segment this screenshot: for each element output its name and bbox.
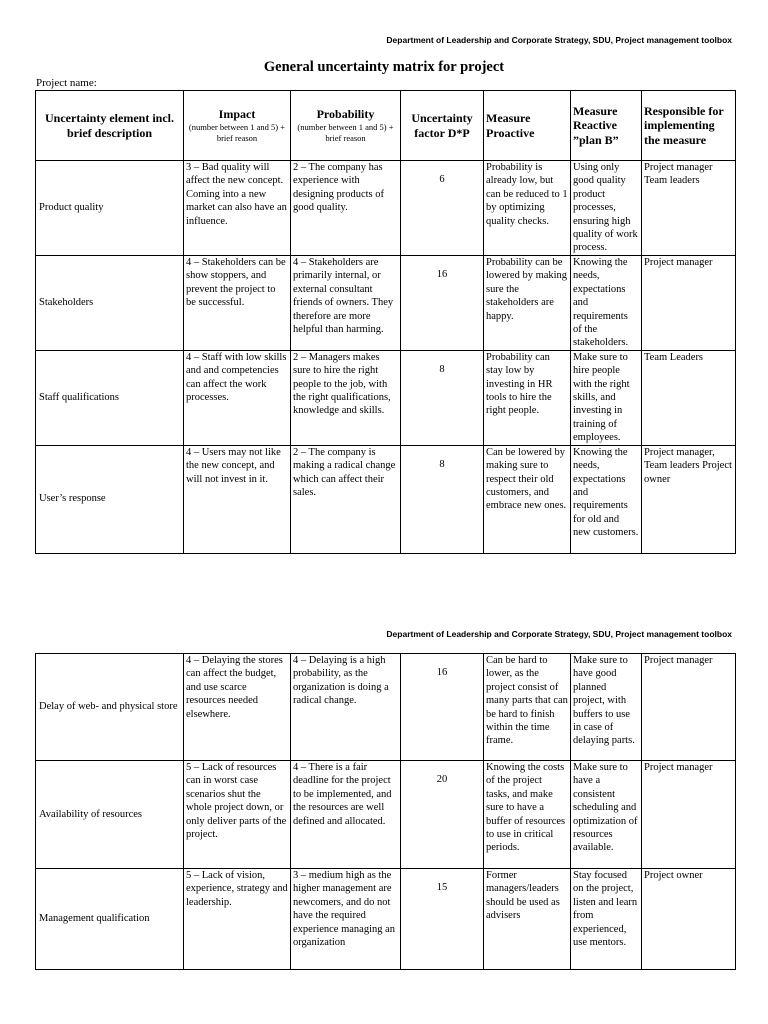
cell-factor: 16: [401, 654, 484, 761]
page-header-2: Department of Leadership and Corporate Strategy, SDU, Project management toolbox: [386, 629, 732, 639]
page-header: Department of Leadership and Corporate Strategy, SDU, Project management toolbox: [386, 35, 732, 45]
cell-proactive: Probability can be lowered by making sure the stakeholders are happy.: [484, 256, 571, 351]
header-probability: Probability (number between 1 and 5) + brief reason: [291, 91, 401, 161]
project-name-label: Project name:: [36, 77, 97, 89]
cell-proactive: Can be lowered by making sure to respect their old customers, and embrace new ones.: [484, 445, 571, 553]
cell-responsible: Project manager: [642, 761, 736, 869]
cell-reactive: Knowing the needs, expectations and requirements of the stakeholders.: [571, 256, 642, 351]
header-impact: Impact (number between 1 and 5) + brief reason: [184, 91, 291, 161]
cell-responsible: Project manager, Team leaders Project owner: [642, 445, 736, 553]
cell-responsible: Project manager Team leaders: [642, 161, 736, 256]
cell-responsible: Project manager: [642, 654, 736, 761]
cell-reactive: Knowing the needs, expectations and requirements for old and new customers.: [571, 445, 642, 553]
table-row: [36, 350, 736, 445]
cell-reactive: Make sure to have good planned project, with buffers to use in case of delaying parts.: [571, 654, 642, 761]
cell-proactive: Former managers/leaders should be used as advisers: [484, 869, 571, 970]
cell-probability: 2 – The company has experience with designing products of good quality.: [291, 161, 401, 256]
header-factor: Uncertainty factor D*P: [401, 91, 484, 161]
cell-reactive: Stay focused on the project, listen and learn from experienced, use mentors.: [571, 869, 642, 970]
cell-proactive: Knowing the costs of the project tasks, and make sure to have a buffer of resources to use in critical periods.: [484, 761, 571, 869]
cell-probability: 2 – The company is making a radical change which can affect their sales.: [291, 445, 401, 553]
cell-factor: 20: [401, 761, 484, 869]
cell-impact: 5 – Lack of resources can in worst case scenarios shut the whole project down, or only deliver parts of the project.: [184, 761, 291, 869]
cell-probability: 2 – Managers makes sure to hire the right people to the job, with the right qualifications, knowledge and skills.: [291, 350, 401, 445]
cell-responsible: Project manager: [642, 256, 736, 351]
cell-element: User’s response: [36, 445, 184, 553]
cell-proactive: Probability can stay low by investing in HR tools to hire the right people.: [484, 350, 571, 445]
cell-element: Management qualification: [36, 869, 184, 970]
cell-element: Availability of resources: [36, 761, 184, 869]
cell-probability: 3 – medium high as the higher management are newcomers, and do not have the required experience managing an organization: [291, 869, 401, 970]
table-row: [36, 869, 736, 970]
table-header-row: [36, 91, 736, 161]
uncertainty-matrix-table-continued: [35, 653, 736, 970]
cell-impact: 4 – Delaying the stores can affect the budget, and use scarce resources needed elsewhere.: [184, 654, 291, 761]
cell-impact: 5 – Lack of vision, experience, strategy and leadership.: [184, 869, 291, 970]
cell-element: Delay of web- and physical store: [36, 654, 184, 761]
table-body-page2: [36, 654, 736, 970]
cell-reactive: Using only good quality product processes, ensuring high quality of work process.: [571, 161, 642, 256]
header-proactive: Measure Proactive: [484, 91, 571, 161]
cell-reactive: Make sure to hire people with the right skills, and investing in training of employees.: [571, 350, 642, 445]
cell-responsible: Project owner: [642, 869, 736, 970]
cell-probability: 4 – There is a fair deadline for the project to be implemented, and the resources are well defined and allocated.: [291, 761, 401, 869]
cell-impact: 4 – Staff with low skills and and competencies can affect the work processes.: [184, 350, 291, 445]
table-row: [36, 161, 736, 256]
cell-factor: 16: [401, 256, 484, 351]
cell-element: Product quality: [36, 161, 184, 256]
cell-factor: 15: [401, 869, 484, 970]
cell-element: Staff qualifications: [36, 350, 184, 445]
cell-impact: 4 – Users may not like the new concept, and will not invest in it.: [184, 445, 291, 553]
table-row: [36, 654, 736, 761]
page-title: General uncertainty matrix for project: [263, 59, 505, 75]
cell-impact: 4 – Stakeholders can be show stoppers, and prevent the project to be successful.: [184, 256, 291, 351]
cell-probability: 4 – Delaying is a high probability, as the organization is doing a radical change.: [291, 654, 401, 761]
cell-probability: 4 – Stakeholders are primarily internal, or external consultant friends of owners. They therefore are more helpful than harming.: [291, 256, 401, 351]
header-impact-sub: (number between 1 and 5) + brief reason: [188, 121, 286, 143]
cell-impact: 3 – Bad quality will affect the new concept. Coming into a new market can also have an influence.: [184, 161, 291, 256]
cell-factor: 6: [401, 161, 484, 256]
header-probability-sub: (number between 1 and 5) + brief reason: [297, 121, 394, 143]
cell-proactive: Probability is already low, but can be reduced to 1 by optimizing quality checks.: [484, 161, 571, 256]
table-body-page1: [36, 161, 736, 554]
header-responsible: Responsible for implementing the measure: [642, 91, 736, 161]
cell-reactive: Make sure to have a consistent scheduling and optimization of resources available.: [571, 761, 642, 869]
cell-proactive: Can be hard to lower, as the project consist of many parts that can be hard to finish within the time frame.: [484, 654, 571, 761]
uncertainty-matrix-table: [35, 90, 736, 554]
table-row: [36, 761, 736, 869]
table-row: [36, 256, 736, 351]
cell-factor: 8: [401, 350, 484, 445]
table-row: [36, 445, 736, 553]
header-element: Uncertainty element incl. brief description: [36, 91, 184, 161]
cell-element: Stakeholders: [36, 256, 184, 351]
header-reactive: Measure Reactive ”plan B”: [571, 91, 642, 161]
cell-responsible: Team Leaders: [642, 350, 736, 445]
cell-factor: 8: [401, 445, 484, 553]
